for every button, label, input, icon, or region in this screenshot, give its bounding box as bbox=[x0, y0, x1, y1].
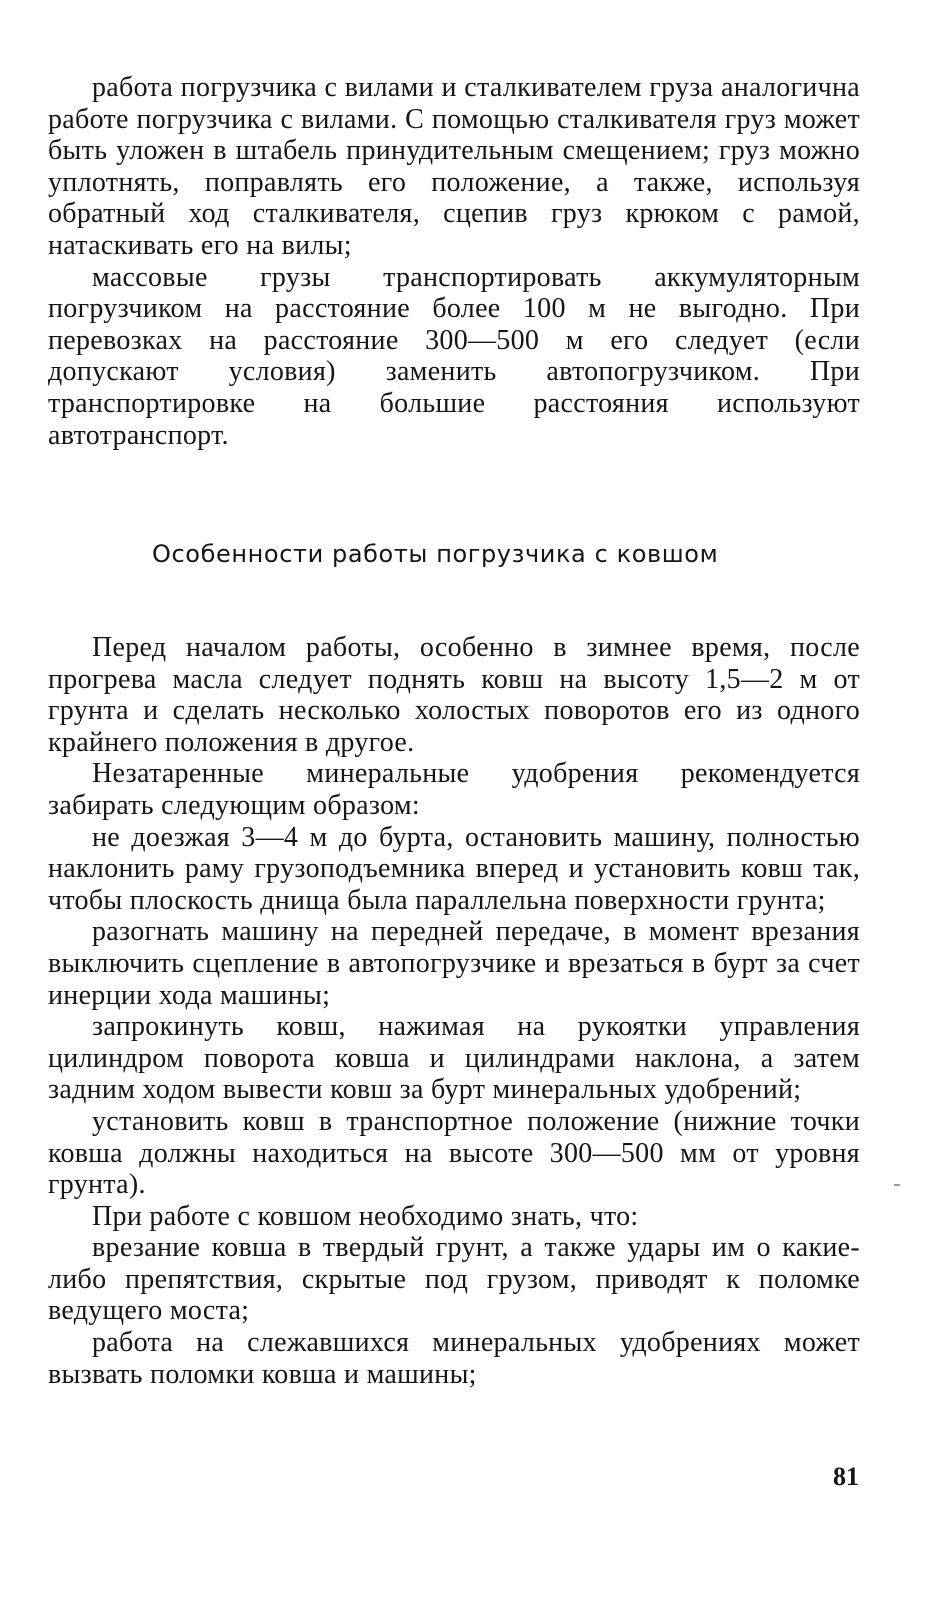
paragraph: работа погрузчика с вилами и сталкивателем груза аналогична работе погрузчика с вилами. С помощью сталкивателя груз может быть уложен в штабель принудительным смещением; груз можно уплотнять, поправлять его положение, а также, используя обратный ход сталкивателя, сцепив груз крюком с рамой, натаскивать его на вилы; bbox=[48, 72, 860, 261]
text-block-bottom bbox=[48, 632, 860, 1390]
paragraph: разогнать машину на передней передаче, в момент врезания выключить сцепление в автопогрузчике и врезаться в бурт за счет инерции хода машины; bbox=[48, 916, 860, 1011]
paragraph: Незатаренные минеральные удобрения рекомендуется забирать следующим образом: bbox=[48, 758, 860, 821]
paragraph: установить ковш в транспортное положение (нижние точки ковша должны находиться на высоте 300—500 мм от уровня грунта). bbox=[48, 1105, 860, 1201]
section-heading: Особенности работы погрузчика с ковшом bbox=[152, 540, 719, 568]
margin-mark bbox=[894, 1184, 900, 1186]
paragraph: запрокинуть ковш, нажимая на рукоятки управления цилиндром поворота ковша и цилиндрами наклона, а затем задним ходом вывести ковш за бурт минеральных удобрений; bbox=[48, 1011, 860, 1106]
paragraph: работа на слежавшихся минеральных удобрениях может вызвать поломки ковша и машины; bbox=[48, 1327, 860, 1390]
paragraph: Перед началом работы, особенно в зимнее время, после прогрева масла следует поднять ковш на высоту 1,5—2 м от грунта и сделать несколько холостых поворотов его из одного крайнего положения в другое. bbox=[48, 632, 860, 758]
text-block-top bbox=[48, 72, 860, 451]
page-number: 81 bbox=[833, 1462, 859, 1491]
paragraph: При работе с ковшом необходимо знать, что: bbox=[92, 1200, 639, 1232]
paragraph: не доезжая 3—4 м до бурта, остановить машину, полностью наклонить раму грузоподъемника вперед и установить ковш так, чтобы плоскость днища была параллельна поверхности грунта; bbox=[48, 821, 860, 916]
paragraph: массовые грузы транспортировать аккумуляторным погрузчиком на расстояние более 100 м не выгодно. При перевозках на расстояние 300—500 м его следует (если допускают условия) заменить автопогрузчиком. При транспортировке на большие расстояния используют автотранспорт. bbox=[48, 261, 860, 451]
paragraph: врезание ковша в твердый грунт, а также удары им о какие-либо препятствия, скрытые под грузом, приводят к поломке ведущего моста; bbox=[48, 1232, 860, 1327]
